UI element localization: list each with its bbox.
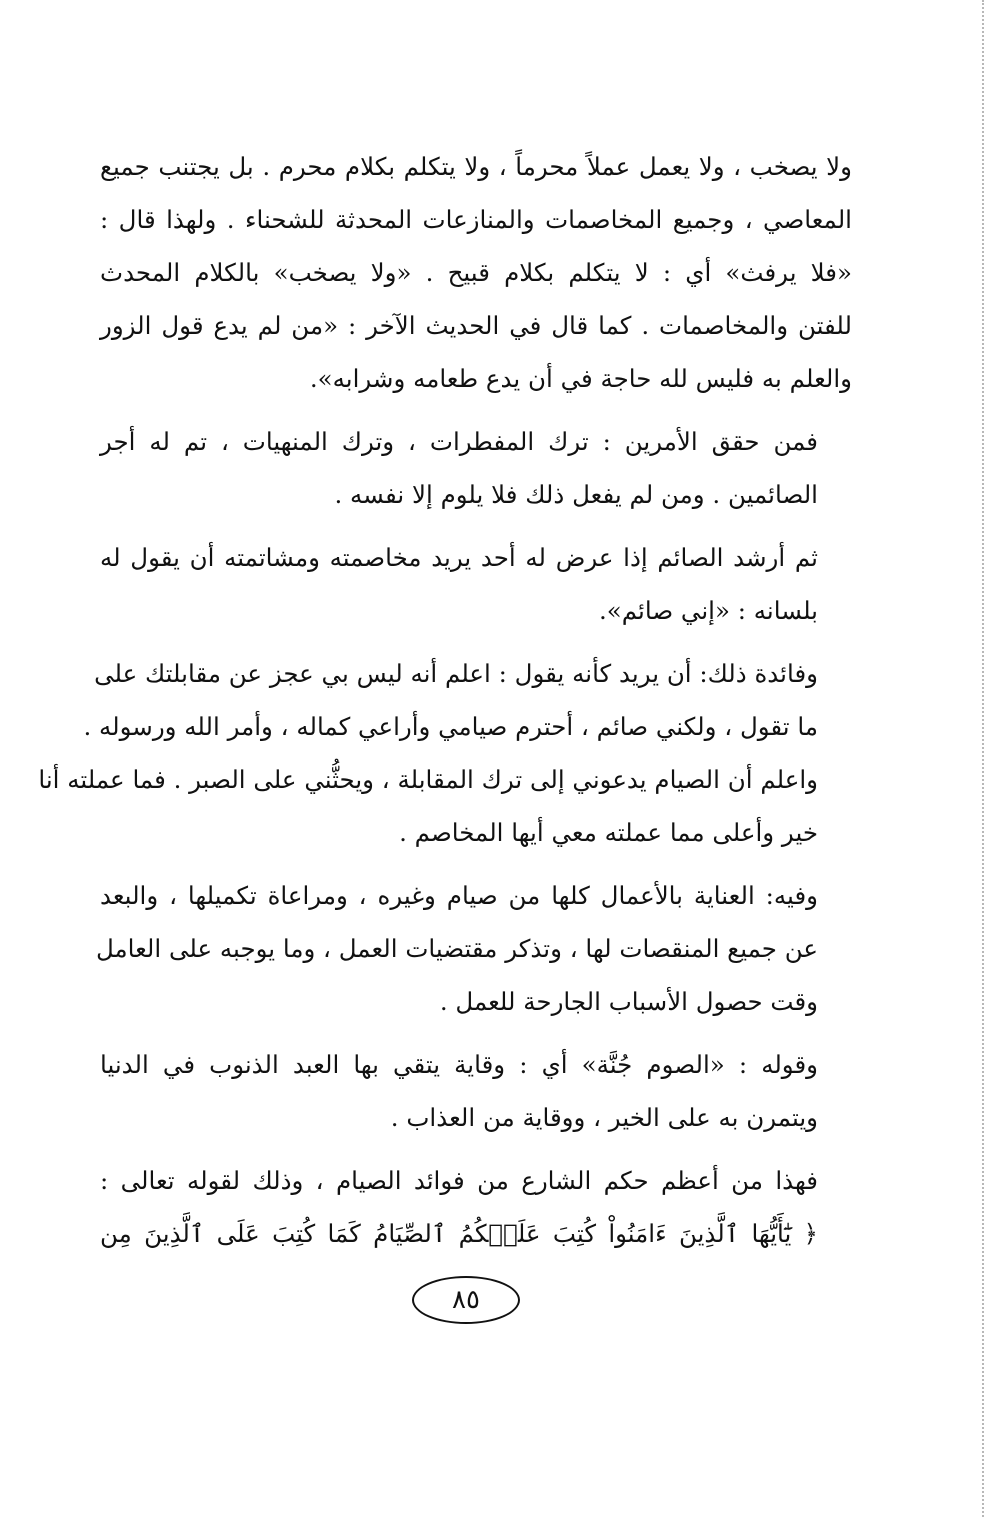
text-line: «فلا يرفث» أي : لا يتكلم بكلام قبيح . «ولا يصخب» بالكلام المحدث — [100, 258, 852, 287]
text-line: ولا يصخب ، ولا يعمل عملاً محرماً ، ولا يتكلم بكلام محرم . بل يجتنب جميع — [100, 152, 852, 181]
text-line: فمن حقق الأمرين : ترك المفطرات ، وترك المنهيات ، تم له أجر — [100, 427, 818, 456]
paragraph — [100, 140, 852, 405]
paragraph — [95, 869, 852, 1028]
paragraph — [100, 531, 852, 637]
text-line: ويتمرن به على الخير ، ووقاية من العذاب . — [390, 1103, 818, 1132]
text-line: ثم أرشد الصائم إذا عرض له أحد يريد مخاصمته ومشاتمته أن يقول له — [100, 543, 818, 572]
text-line: والعلم به فليس لله حاجة في أن يدع طعامه وشرابه». — [309, 364, 852, 393]
text-line: وفيه: العناية بالأعمال كلها من صيام وغيره ، ومراعاة تكميلها ، والبعد — [100, 881, 818, 910]
paragraph — [100, 1154, 852, 1260]
text-line: المعاصي ، وجميع المخاصمات والمنازعات المحدثة للشحناء . ولهذا قال : — [100, 205, 852, 234]
paragraph — [38, 647, 852, 859]
text-line: عن جميع المنقصات لها ، وتذكر مقتضيات العمل ، وما يوجبه على العامل — [95, 934, 818, 963]
page-edge-divider — [982, 0, 984, 1517]
quran-verse-line: ﴿ يَٰٓأَيُّهَا ٱلَّذِينَ ءَامَنُواْ كُتِبَ عَلَيۡكُمُ ٱلصِّيَامُ كَمَا كُتِبَ عَلَى ٱلَّذِينَ مِن — [100, 1219, 818, 1248]
text-line: وفائدة ذلك: أن يريد كأنه يقول : اعلم أنه ليس بي عجز عن مقابلتك على — [94, 659, 818, 688]
page-number: ٨٥ — [452, 1285, 480, 1315]
page-number-badge — [412, 1276, 520, 1324]
text-line: وقت حصول الأسباب الجارحة للعمل . — [439, 987, 818, 1016]
paragraph — [100, 415, 852, 521]
text-line: للفتن والمخاصمات . كما قال في الحديث الآخر : «من لم يدع قول الزور — [100, 311, 852, 340]
text-line: ما تقول ، ولكني صائم ، أحترم صيامي وأراعي كماله ، وأمر الله ورسوله . — [83, 712, 818, 741]
page-body — [38, 140, 852, 1270]
text-line: بلسانه : «إني صائم». — [598, 596, 818, 625]
text-line: خير وأعلى مما عملته معي أيها المخاصم . — [399, 818, 818, 847]
text-line: واعلم أن الصيام يدعوني إلى ترك المقابلة ، ويحثُّني على الصبر . فما عملته أنا — [38, 765, 818, 794]
text-line: الصائمين . ومن لم يفعل ذلك فلا يلوم إلا نفسه . — [334, 480, 818, 509]
text-line: وقوله : «الصوم جُنَّة» أي : وقاية يتقي بها العبد الذنوب في الدنيا — [100, 1050, 818, 1079]
text-line: فهذا من أعظم حكم الشارع من فوائد الصيام ، وذلك لقوله تعالى : — [100, 1166, 818, 1195]
paragraph — [100, 1038, 852, 1144]
